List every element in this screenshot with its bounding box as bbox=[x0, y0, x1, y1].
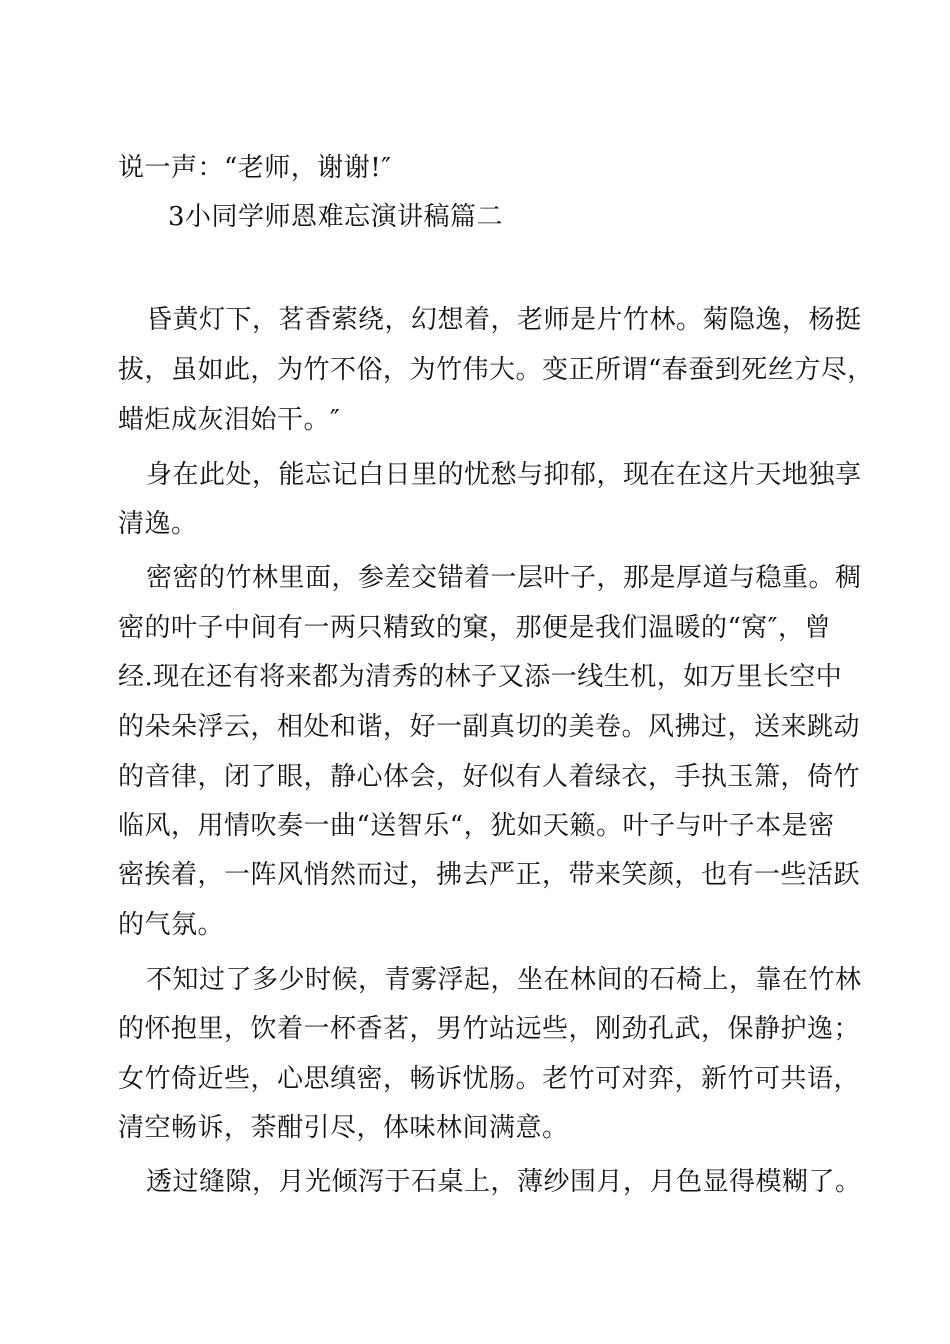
paragraph-line: 密的叶子中间有一两只精致的窠，那便是我们温暖的“窝″，曾 bbox=[118, 613, 832, 643]
paragraph-line: 身在此处，能忘记白日里的忧愁与抑郁，现在在这片天地独享 bbox=[146, 460, 862, 490]
paragraph-line: 清空畅诉，荼酣引尽，体味林间满意。 bbox=[118, 1113, 569, 1143]
paragraph-line: 密密的竹林里面，参差交错着一层叶子，那是厚道与稳重。稠 bbox=[146, 563, 862, 593]
paragraph-line: 临风，用情吹奏一曲“送智乐“，犹如天籁。叶子与叶子本是密 bbox=[118, 811, 835, 841]
paragraph-line: 女竹倚近些，心思缜密，畅诉忧肠。老竹可对弈，新竹可共语， bbox=[118, 1064, 861, 1094]
paragraph-line: 昏黄灯下，茗香萦绕，幻想着，老师是片竹林。菊隐逸，杨挺 bbox=[146, 305, 862, 335]
paragraph-line: 蜡炬成灰泪始干。″ bbox=[118, 405, 341, 435]
paragraph-line: 的音律，闭了眼，静心体会，好似有人着绿衣，手执玉箫，倚竹 bbox=[118, 762, 861, 792]
paragraph-line: 的气氛。 bbox=[118, 910, 225, 940]
paragraph-line: 清逸。 bbox=[118, 509, 198, 539]
paragraph-line: 不知过了多少时候，青雾浮起，坐在林间的石椅上，靠在竹林 bbox=[146, 965, 862, 995]
paragraph-line: 的怀抱里，饮着一杯香茗，男竹站远些，刚劲孔武，保静护逸； bbox=[118, 1014, 861, 1044]
section-heading: 3小同学师恩难忘演讲稿篇二 bbox=[168, 202, 504, 232]
paragraph-line: 经.现在还有将来都为清秀的林子又添一线生机，如万里长空中 bbox=[118, 662, 843, 692]
paragraph-line: 透过缝隙，月光倾泻于石桌上，薄纱围月，月色显得模糊了。 bbox=[146, 1167, 862, 1197]
paragraph-line: 拔，虽如此，为竹不俗，为竹伟大。变正所谓“春蚕到死丝方尽， bbox=[118, 355, 874, 385]
text-line: 说一声：“老师，谢谢!″ bbox=[118, 153, 392, 183]
paragraph-line: 密挨着，一阵风悄然而过，拂去严正，带来笑颜，也有一些活跃 bbox=[118, 860, 861, 890]
paragraph-line: 的朵朵浮云，相处和谐，好一副真切的美卷。风拂过，送来跳动 bbox=[118, 712, 861, 742]
